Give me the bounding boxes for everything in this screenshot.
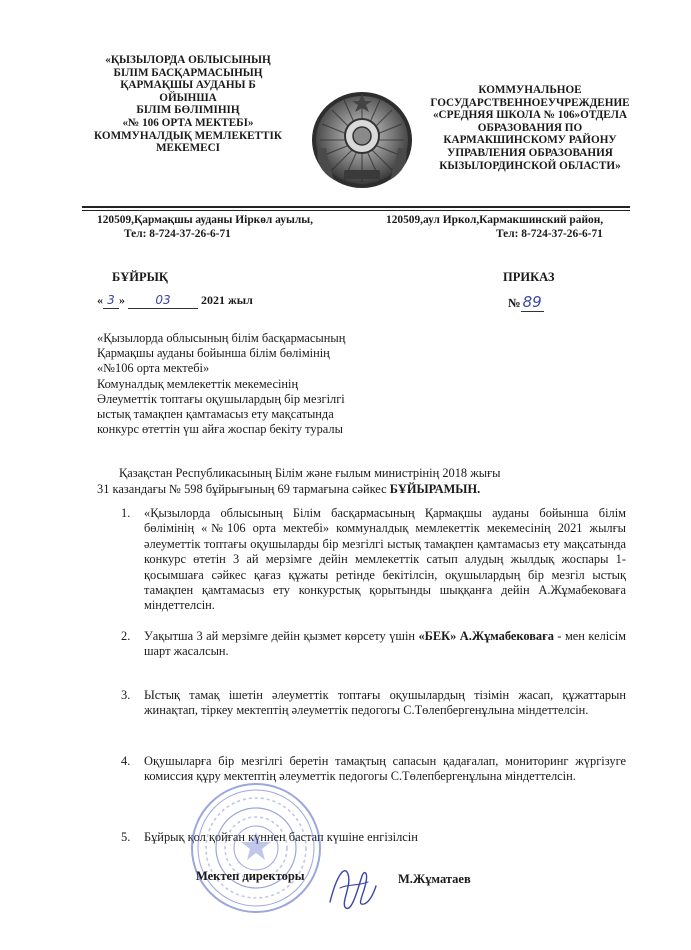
header-divider-thin [82,210,630,211]
header-right-line: КАРМАКШИНСКОМУ РАЙОНУ [443,134,617,147]
header-left-block [82,54,294,155]
preamble [97,466,597,497]
header-right-line: ГОСУДАРСТВЕННОЕУЧРЕЖДЕНИЕ [430,96,630,109]
header-left-line: МЕКЕМЕСІ [155,142,221,155]
header-left-line: ОЙЫНША [159,91,217,104]
item-number: 1. [121,506,131,520]
header-left-line: «№ 106 ОРТА МЕКТЕБІ» [122,116,254,129]
header-right-line: УПРАВЛЕНИЯ ОБРАЗОВАНИЯ [447,146,613,159]
preamble-line2: 31 казандағы № 598 бұйрығының 69 тармағына сәйкес [97,481,387,496]
header-left-line: ҚАРМАҚШЫ АУДАНЫ Б [120,79,256,92]
order-item-3 [121,688,626,719]
subject-line: Қармақшы ауданы бойынша білім бөлімінің [97,346,330,361]
document-type-ru: ПРИКАЗ [503,270,555,284]
address-left-line1: 120509,Қармақшы ауданы Иіркөл ауылы, [97,214,313,226]
subject-line: Комуналдық мемлекеттік мекемесінің [97,376,299,391]
date-year: 2021 жыл [201,293,253,307]
round-seal-stamp-icon [186,778,326,918]
item-number: 3. [121,688,131,702]
header-right-block [412,84,648,172]
signatory-role: Мектеп директоры [196,869,305,883]
item-number: 5. [121,830,131,844]
subject-line: «№106 орта мектебі» [97,361,210,376]
document-date [97,293,253,309]
document-number [508,293,544,311]
preamble-line1: Қазақстан Республикасының Білім және ғылым министрінің 2018 жығы [119,466,501,480]
number-label: № [508,296,521,310]
subject-line: ыстық тамақпен қамтамасыз ету мақсатында [97,407,334,422]
document-type-kz: БҰЙРЫҚ [112,270,168,284]
handwritten-signature-icon [322,858,382,918]
header-left-line: КОММУНАЛДЫҚ МЕМЛЕКЕТТІК [94,129,282,142]
header-right-line: КЫЗЫЛОРДИНСКОЙ ОБЛАСТИ» [439,159,621,172]
subject-line: Әлеуметтік топтағы оқушылардың бір мезгілгі [97,391,345,406]
item-text: Бұйрық қол қойған күннен бастап күшіне енгізілсін [144,830,418,844]
header-left-line: «ҚЫЗЫЛОРДА ОБЛЫСЫНЫҢ [105,54,271,66]
item-number: 2. [121,629,131,643]
item-text: Оқушыларға бір мезгілгі беретін тамақтың сапасын қадағалап, мониторинг жүргізуге комиссия құру мектептің әлеуметтік педогогы С.Төлепбергенұлына міндеттелсін. [144,754,626,784]
item-text: Ыстық тамақ ішетін әлеуметтік топтағы оқушылардың тізімін жасап, құжаттарын жинақтап, тіркеу мектептің әлеуметтік педогогы С.Төлепбергенұлына міндеттелсін. [144,688,626,718]
address-right-phone: Тел: 8-724-37-26-6-71 [496,228,603,240]
number-value: 89 [522,293,542,311]
date-day: 3 [107,293,115,307]
address-left-phone: Тел: 8-724-37-26-6-71 [124,228,231,240]
subject-line: конкурс өтеттін үш айға жоспар бекіту туралы [97,422,343,437]
header-left-line: БІЛІМ БӨЛІМІНІҢ [136,104,240,117]
address-right-line1: 120509,аул Иркол,Кармакшинский район, [386,214,604,226]
order-item-1 [121,506,626,614]
header-left-line: БІЛІМ БАСҚАРМАСЫНЫҢ [113,66,263,79]
document-subject [97,331,397,437]
date-open-quote: « [97,293,103,307]
item-text: Уақытша 3 ай мерзімге дейін қызмет көрсету үшін «БЕК» А.Жұмабековаға - мен келісім шарт жасалсын. [144,629,627,659]
header-divider-thick [82,206,630,208]
item-number: 4. [121,754,131,768]
header-right-line: КОММУНАЛЬНОЕ [478,84,582,96]
header-right-line: «СРЕДНЯЯ ШКОЛА № 106»ОТДЕЛА [432,109,628,122]
preamble-emphasis: БҰЙЫРАМЫН. [389,481,481,496]
contractor-name: «БЕК» А.Жұмабековаға [418,629,554,643]
date-close-quote: » [119,293,125,307]
kazakhstan-state-emblem-icon [308,88,416,192]
header-right-line: ОБРАЗОВАНИЯ ПО [477,121,583,134]
date-month: 03 [155,293,171,307]
item-text: «Қызылорда облысының Білім басқармасының Қармақшы ауданы бойынша білім бөлімінің «№106 орта мектебі» коммуналдық мемлекеттік мекемесінің 2021 жылғы әлеуметтік топтағы оқушыларды бір мезгілгі ыстық тамақпен қамтамасыз ету мақсатында конкурс өтетін 3 ай мерзімге дейін мемлекеттік сатып алудың жылдық жоспары 1- қосымшаға сәйкес қағаз құжаты ретінде бекітілсін, оқушылардың бір мезгіл ыстық тамақпен қамтамасыз ету конкурстық қорытынды шыққанға дейін А.Жұмабековаға міндеттелсін. [144,506,626,613]
order-item-2 [121,629,626,660]
signatory-name: М.Жұматаев [398,872,471,886]
subject-line: «Қызылорда облысының білім басқармасының [97,331,346,345]
